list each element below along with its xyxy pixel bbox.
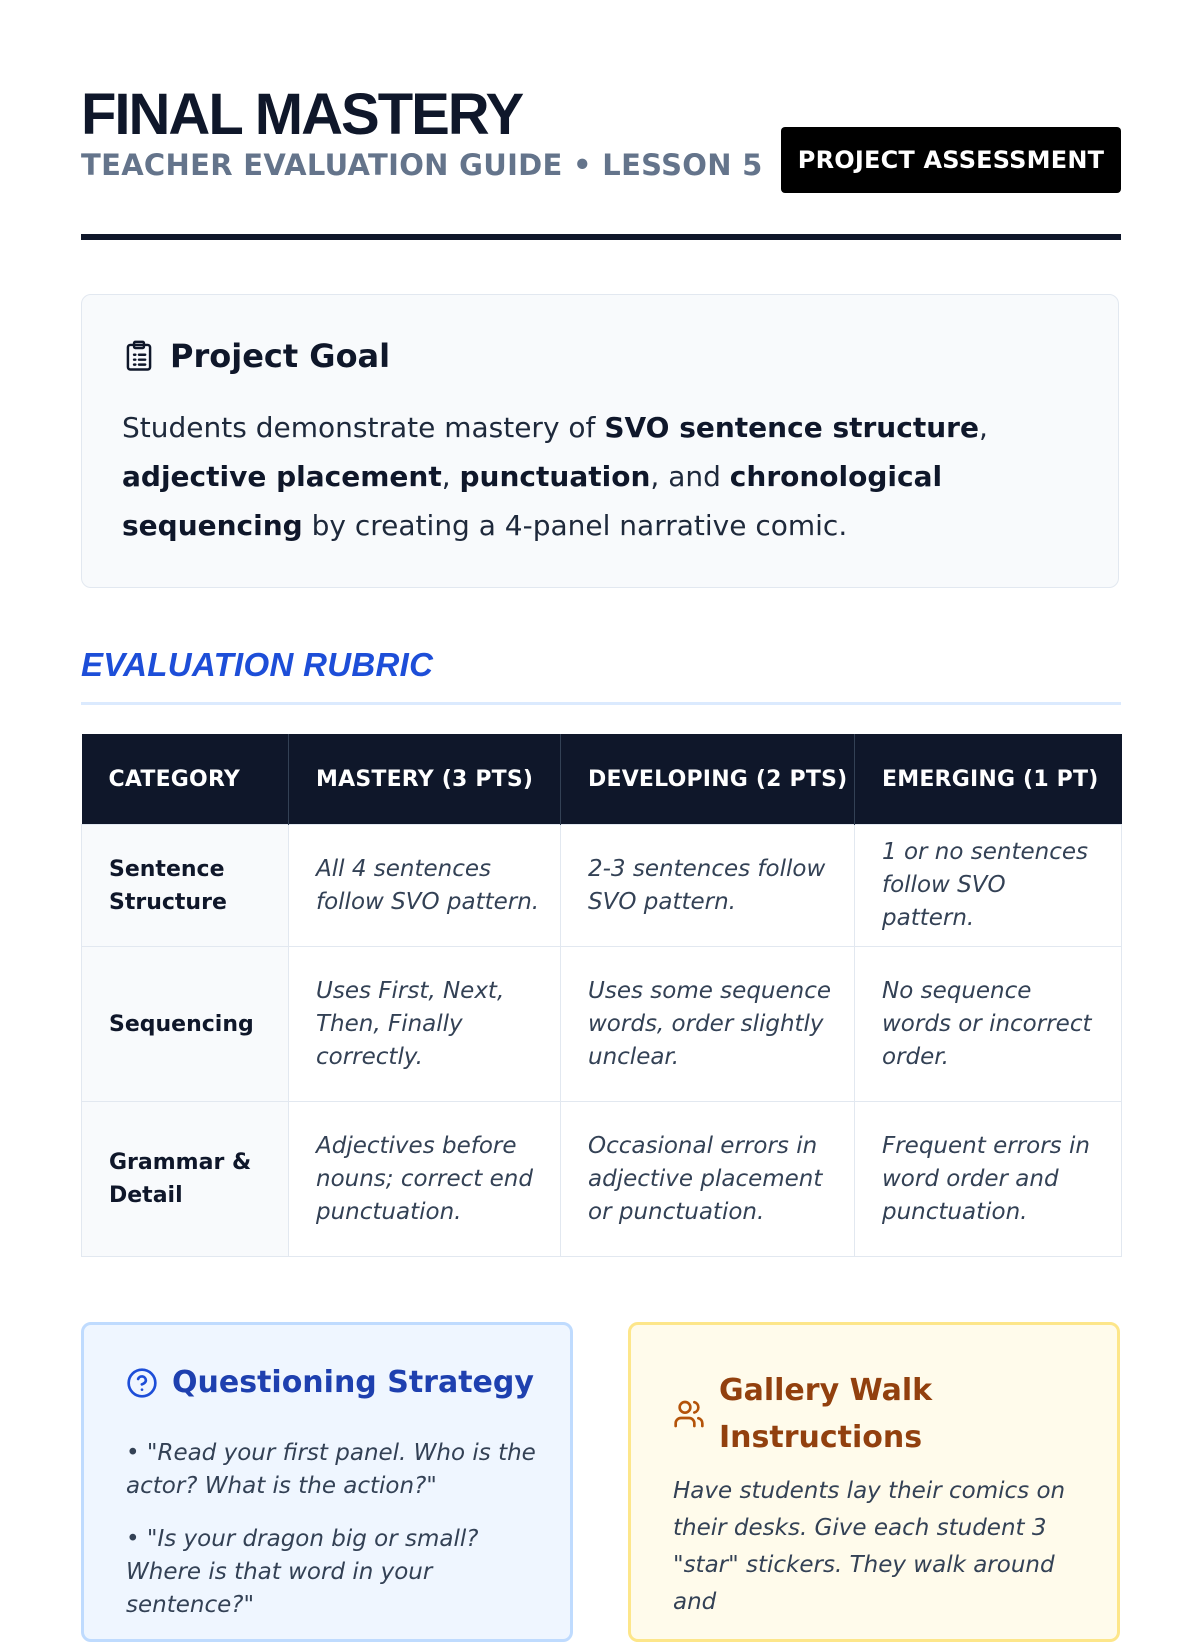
- goal-text-part: adjective placement: [122, 460, 442, 493]
- question-item: • "Is your dragon big or small? Where is that word in your sentence?": [126, 1526, 479, 1618]
- table-row: [82, 825, 1122, 947]
- clipboard-icon: [124, 340, 154, 372]
- questioning-strategy-card: [81, 1322, 573, 1642]
- assessment-tag: PROJECT ASSESSMENT: [781, 127, 1121, 193]
- project-goal-text: [122, 403, 1082, 550]
- table-cell: Adjectives before nouns; correct end punctuation.: [289, 1102, 561, 1257]
- question-item: • "Read your first panel. Who is the actor? What is the action?": [126, 1440, 536, 1499]
- goal-text-part: by creating a 4-panel narrative comic.: [302, 509, 848, 542]
- goal-text-part: ,: [441, 460, 460, 493]
- table-row: [82, 1102, 1122, 1257]
- table-cell: 2-3 sentences follow SVO pattern.: [561, 825, 855, 947]
- goal-text-part: SVO sentence structure: [604, 411, 979, 444]
- gallery-walk-title: Gallery Walk Instructions: [719, 1373, 933, 1455]
- questioning-strategy-header: [126, 1365, 534, 1400]
- column-header-category: CATEGORY: [82, 734, 289, 825]
- goal-text-part: , and: [650, 460, 730, 493]
- users-icon: [673, 1398, 705, 1430]
- table-cell: Uses some sequence words, order slightly unclear.: [561, 947, 855, 1102]
- category-cell: Sequencing: [82, 947, 289, 1102]
- gallery-walk-card: [628, 1322, 1120, 1642]
- rubric-divider: [81, 702, 1121, 705]
- goal-text-part: chronological sequencing: [122, 460, 943, 542]
- table-cell: No sequence words or incorrect order.: [855, 947, 1122, 1102]
- page-title: FINAL MASTERY: [81, 82, 523, 147]
- question-circle-icon: [126, 1367, 158, 1399]
- category-cell: Grammar & Detail: [82, 1102, 289, 1257]
- column-header-developing: DEVELOPING (2 PTS): [561, 734, 855, 825]
- project-goal-box: [81, 294, 1119, 588]
- table-cell: Frequent errors in word order and punctuation.: [855, 1102, 1122, 1257]
- goal-text-part: punctuation: [459, 460, 651, 493]
- rubric-title: EVALUATION RUBRIC: [81, 646, 434, 683]
- gallery-walk-header: [673, 1367, 1019, 1461]
- header: [81, 80, 1121, 244]
- project-goal-header: [124, 337, 390, 375]
- header-divider: [81, 234, 1121, 240]
- table-cell: Occasional errors in adjective placement or punctuation.: [561, 1102, 855, 1257]
- gallery-walk-text: Have students lay their comics on their desks. Give each student 3 "star" stickers. They walk around and: [673, 1478, 1066, 1615]
- table-cell: All 4 sentences follow SVO pattern.: [289, 825, 561, 947]
- rubric-header-row: [82, 734, 1122, 825]
- rubric-table: [81, 734, 1122, 1257]
- column-header-mastery: MASTERY (3 PTS): [289, 734, 561, 825]
- table-cell: Uses First, Next, Then, Finally correctly.: [289, 947, 561, 1102]
- goal-text-part: Students demonstrate mastery of: [122, 411, 605, 444]
- table-cell: 1 or no sentences follow SVO pattern.: [855, 825, 1122, 947]
- project-goal-title: Project Goal: [170, 337, 391, 375]
- category-cell: Sentence Structure: [82, 825, 289, 947]
- page-subtitle: TEACHER EVALUATION GUIDE • LESSON 5: [81, 148, 763, 182]
- table-row: [82, 947, 1122, 1102]
- questioning-strategy-title: Questioning Strategy: [172, 1365, 534, 1400]
- column-header-emerging: EMERGING (1 PT): [855, 734, 1122, 825]
- goal-text-part: ,: [978, 411, 988, 444]
